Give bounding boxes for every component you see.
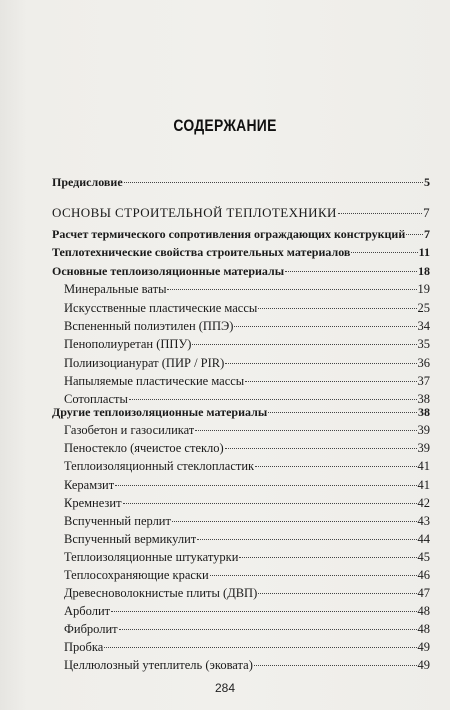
- toc-entry-page: 43: [417, 514, 430, 528]
- dot-leader: [338, 213, 422, 214]
- toc-entry-page: 7: [423, 205, 430, 220]
- dot-leader: [210, 575, 417, 576]
- toc-entry-label: Теплотехнические свойства строительных материалов: [52, 245, 351, 259]
- dot-leader: [225, 363, 416, 364]
- dot-leader: [167, 289, 416, 290]
- toc-entry: [64, 477, 430, 493]
- toc-entry-page: 35: [417, 337, 430, 351]
- toc-entry-page: 45: [417, 550, 430, 564]
- dot-leader: [225, 448, 417, 449]
- contents-title: СОДЕРЖАНИЕ: [173, 116, 277, 135]
- toc-entry-label: Предисловие: [52, 175, 123, 189]
- toc-entry-page: 34: [417, 319, 430, 333]
- toc-entry: [64, 549, 430, 565]
- toc-entry-page: 39: [417, 423, 430, 437]
- toc-entry-label: Теплоизоляционные штукатурки: [64, 550, 239, 564]
- toc-entry: [52, 205, 430, 221]
- toc-entry-label: Минеральные ваты: [64, 282, 167, 296]
- dot-leader: [254, 665, 417, 666]
- dot-leader: [124, 182, 423, 183]
- toc-entry-page: 37: [417, 374, 430, 388]
- toc-entry-page: 47: [417, 586, 430, 600]
- toc-entry-page: 18: [418, 264, 430, 278]
- toc-entry-page: 42: [417, 496, 430, 510]
- toc-entry: [64, 603, 430, 619]
- toc-entry: [64, 355, 430, 371]
- toc-entry: [64, 318, 430, 334]
- toc-entry-label: Вспененный полиэтилен (ППЭ): [64, 319, 234, 333]
- toc-entry-label: Арболит: [64, 604, 111, 618]
- toc-entry: [64, 300, 430, 316]
- toc-entry-label: Полиизоцианурат (ПИР / PIR): [64, 356, 225, 370]
- toc-entry-label: Расчет термического сопротивления ограждающих конструкций: [52, 227, 406, 241]
- toc-entry-label: Керамзит: [64, 478, 115, 492]
- dot-leader: [406, 234, 423, 235]
- toc-entry-page: 7: [424, 227, 430, 241]
- toc-entry-page: 19: [417, 282, 430, 296]
- toc-entry-page: 5: [424, 175, 430, 189]
- toc-entry-page: 38: [417, 392, 430, 406]
- toc-entry-label: ОСНОВЫ СТРОИТЕЛЬНОЙ ТЕПЛОТЕХНИКИ: [52, 205, 337, 220]
- toc-entry: [64, 281, 430, 297]
- toc-entry-page: 46: [417, 568, 430, 582]
- dot-leader: [119, 629, 417, 630]
- toc-entry: [64, 639, 430, 655]
- dot-leader: [172, 521, 417, 522]
- dot-leader: [111, 611, 416, 612]
- toc-entry-page: 25: [417, 301, 430, 315]
- toc-entry-page: 48: [417, 604, 430, 618]
- dot-leader: [268, 412, 417, 413]
- toc-entry-label: Кремнезит: [64, 496, 122, 510]
- toc-entry: [64, 657, 430, 673]
- toc-entry-label: Древесноволокнистые плиты (ДВП): [64, 586, 258, 600]
- dot-leader: [195, 430, 416, 431]
- toc-entry-page: 41: [417, 478, 430, 492]
- toc-entry: [52, 244, 430, 260]
- toc-entry-page: 49: [417, 658, 430, 672]
- toc-entry: [64, 422, 430, 438]
- dot-leader: [245, 381, 416, 382]
- dot-leader: [234, 326, 416, 327]
- toc-entry-label: Вспученный вермикулит: [64, 532, 197, 546]
- dot-leader: [129, 399, 417, 400]
- toc-entry-page: 48: [417, 622, 430, 636]
- toc-entry-label: Целлюлозный утеплитель (эковата): [64, 658, 253, 672]
- dot-leader: [115, 485, 416, 486]
- toc-entry-page: 39: [417, 441, 430, 455]
- toc-entry-label: Газобетон и газосиликат: [64, 423, 195, 437]
- dot-leader: [104, 647, 416, 648]
- toc-entry: [64, 585, 430, 601]
- toc-entry: [64, 495, 430, 511]
- toc-entry: [64, 513, 430, 529]
- toc-entry: [52, 226, 430, 242]
- dot-leader: [123, 503, 417, 504]
- toc-entry-page: 11: [418, 245, 430, 259]
- toc-entry-label: Искусственные пластические массы: [64, 301, 258, 315]
- page-number: 284: [214, 681, 236, 695]
- toc-entry-label: Основные теплоизоляционные материалы: [52, 264, 285, 278]
- toc-entry-label: Другие теплоизоляционные материалы: [52, 405, 268, 419]
- dot-leader: [255, 466, 416, 467]
- toc-entry-label: Пеностекло (ячеистое стекло): [64, 441, 224, 455]
- dot-leader: [258, 593, 416, 594]
- toc-entry: [64, 621, 430, 637]
- dot-leader: [285, 271, 417, 272]
- toc-entry-label: Сотопласты: [64, 392, 128, 406]
- toc-entry-label: Фибролит: [64, 622, 118, 636]
- toc-entry: [64, 440, 430, 456]
- toc-entry-page: 44: [417, 532, 430, 546]
- toc-entry: [52, 404, 430, 420]
- toc-entry-page: 38: [418, 405, 430, 419]
- toc-entry: [64, 373, 430, 389]
- toc-entry: [52, 263, 430, 279]
- dot-leader: [197, 539, 416, 540]
- toc-entry: [64, 458, 430, 474]
- dot-leader: [192, 344, 416, 345]
- toc-entry-label: Вспученный перлит: [64, 514, 171, 528]
- toc-entry-label: Пробка: [64, 640, 104, 654]
- toc-entry-page: 49: [417, 640, 430, 654]
- toc-entry: [64, 567, 430, 583]
- toc-entry: [52, 174, 430, 190]
- toc-entry: [64, 531, 430, 547]
- toc-entry-label: Пенополиуретан (ППУ): [64, 337, 192, 351]
- toc-entry-label: Теплоизоляционный стеклопластик: [64, 459, 255, 473]
- toc-entry: [64, 336, 430, 352]
- toc-entry-label: Теплосохраняющие краски: [64, 568, 209, 582]
- toc-entry-page: 41: [417, 459, 430, 473]
- dot-leader: [351, 252, 417, 253]
- toc-entry-label: Напыляемые пластические массы: [64, 374, 245, 388]
- dot-leader: [258, 308, 416, 309]
- dot-leader: [239, 557, 416, 558]
- toc-entry-page: 36: [417, 356, 430, 370]
